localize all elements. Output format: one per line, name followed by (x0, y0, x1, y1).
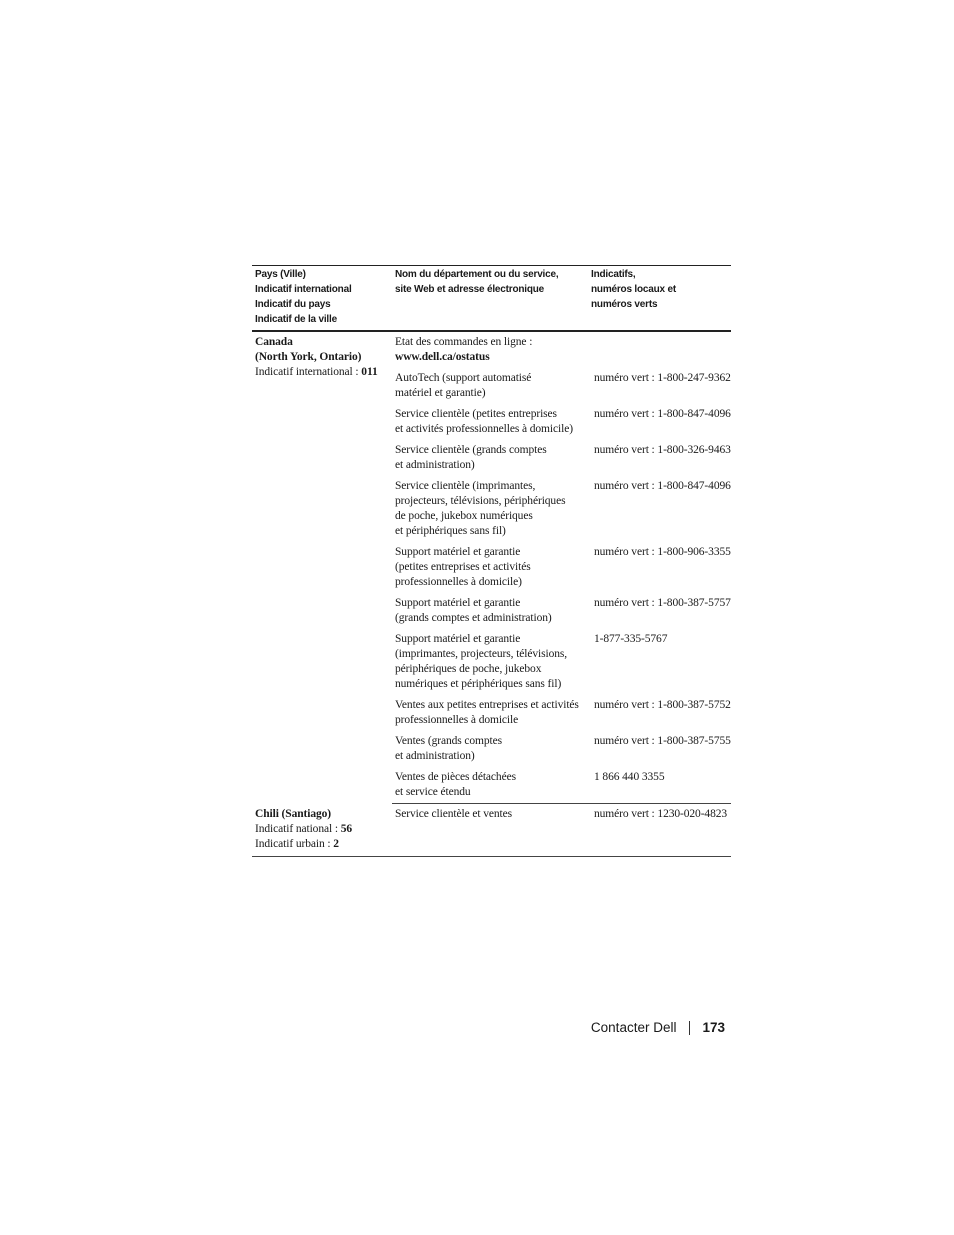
footer-divider (689, 1021, 690, 1035)
service-cell: Service clientèle (grands comptes et administration) (395, 444, 547, 471)
table-row (252, 331, 731, 368)
page-number: 173 (702, 1020, 725, 1035)
header-country: Pays (Ville) Indicatif international Indicatif du pays Indicatif de la ville (255, 269, 352, 325)
header-service: Nom du département ou du service, site Web et adresse électronique (395, 269, 559, 295)
country-cell-canada: Canada (North York, Ontario) Indicatif international : 011 (255, 336, 378, 378)
table-header-row (252, 266, 731, 332)
contact-table (252, 265, 731, 857)
page-footer (591, 1020, 725, 1035)
number-cell: numéro vert : 1-800-326-9463 (594, 444, 731, 456)
service-cell: Service clientèle et ventes (392, 804, 588, 857)
service-cell: Ventes de pièces détachées et service étendu (392, 767, 588, 804)
service-cell: AutoTech (support automatisé matériel et garantie) (395, 372, 532, 399)
number-cell: numéro vert : 1-800-387-5752 (594, 699, 731, 711)
country-cell-chili: Chili (Santiago) Indicatif national : 56 Indicatif urbain : 2 (252, 804, 392, 857)
number-cell: numéro vert : 1-800-387-5755 (594, 735, 731, 747)
service-cell: Service clientèle (petites entreprises et activités professionnelles à domicile) (395, 408, 573, 435)
number-cell (588, 331, 731, 368)
number-cell: numéro vert : 1-800-247-9362 (594, 372, 731, 384)
number-cell: numéro vert : 1-800-906-3355 (594, 546, 731, 558)
service-cell: Service clientèle (imprimantes, projecteurs, télévisions, périphériques de poche, jukebox numériques et périphériques sans fil) (395, 480, 566, 537)
service-cell: Ventes (grands comptes et administration) (395, 735, 503, 762)
number-cell: 1-877-335-5767 (594, 633, 668, 645)
service-cell: Etat des commandes en ligne : www.dell.ca/ostatus (392, 331, 588, 368)
service-cell: Ventes aux petites entreprises et activités professionnelles à domicile (395, 699, 579, 726)
number-cell: 1 866 440 3355 (588, 767, 731, 804)
number-cell: numéro vert : 1-800-847-4096 (594, 408, 731, 420)
online-status-link[interactable]: www.dell.ca/ostatus (395, 351, 490, 363)
number-cell: numéro vert : 1-800-847-4096 (594, 480, 731, 492)
service-cell: Support matériel et garantie (grands comptes et administration) (395, 597, 552, 624)
service-cell: Support matériel et garantie (petites entreprises et activités professionnelles à domicile) (395, 546, 531, 588)
footer-section-title: Contacter Dell (590, 1020, 677, 1035)
service-cell: Support matériel et garantie (imprimantes, projecteurs, télévisions, périphériques de poche, jukebox numériques et périphériques sans fil) (395, 633, 568, 690)
table-row (252, 804, 731, 857)
number-cell: numéro vert : 1230-020-4823 (588, 804, 731, 857)
number-cell: numéro vert : 1-800-387-5757 (594, 597, 731, 609)
header-numbers: Indicatifs, numéros locaux et numéros verts (591, 269, 676, 310)
